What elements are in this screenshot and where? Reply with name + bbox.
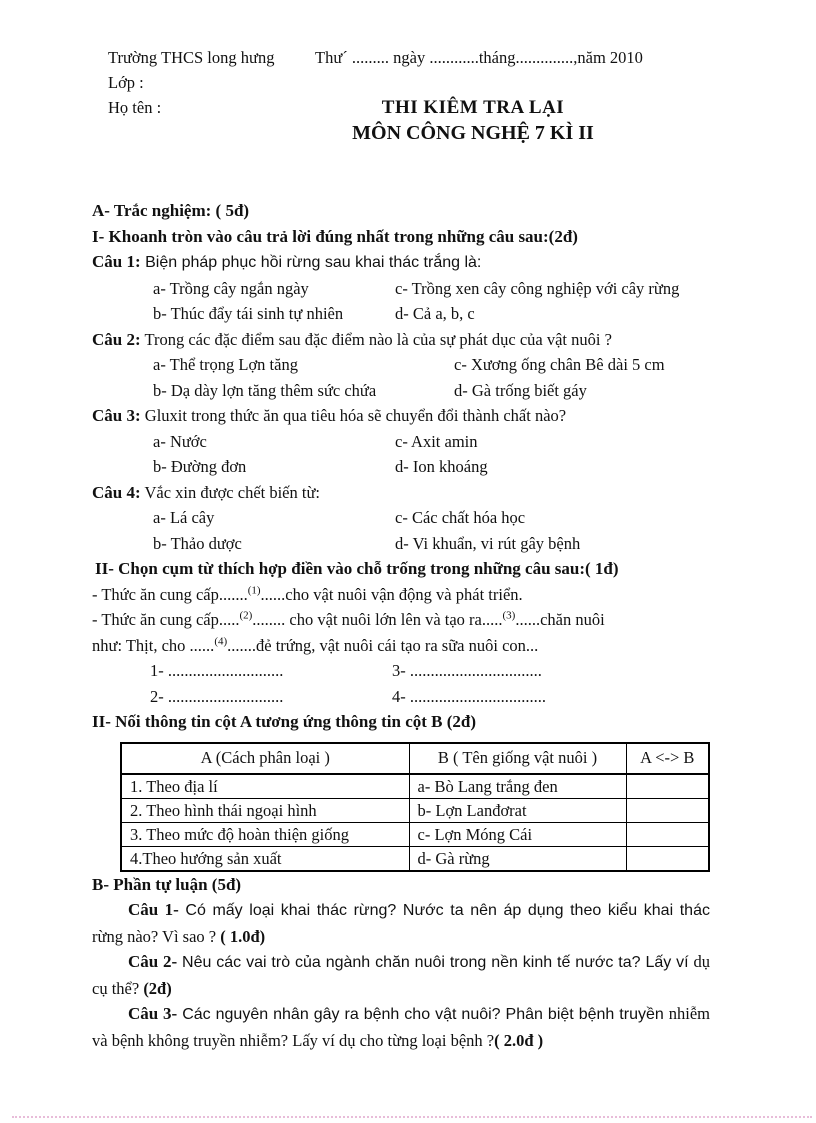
fill-3-sup: (4) bbox=[214, 635, 228, 647]
question-2-text: Trong các đặc điểm sau đặc điểm nào là của sự phát dục của vật nuôi ? bbox=[140, 329, 612, 349]
cell-a2: 2. Theo hình thái ngoại hình bbox=[121, 798, 409, 822]
essay-question-3 bbox=[92, 1001, 710, 1053]
table-row bbox=[121, 822, 709, 846]
exam-title: THI KIÊM TRA LẠI bbox=[381, 97, 565, 118]
fill-3-post: .......đẻ trứng, vật nuôi cái tạo ra sữa nuôi con... bbox=[227, 635, 539, 655]
name-label: Họ tên : bbox=[108, 98, 162, 117]
essay-1-label: Câu 1- bbox=[128, 900, 179, 919]
option-1a: a- Trồng cây ngắn ngày bbox=[153, 278, 309, 298]
table-row bbox=[121, 846, 709, 871]
table-row bbox=[121, 798, 709, 822]
cell-b3: c- Lợn Móng Cái bbox=[409, 822, 626, 846]
school-name: Trường THCS long hưng bbox=[108, 48, 275, 67]
answer-blanks-row-1 bbox=[150, 658, 710, 684]
question-4-text: Vắc xin được chết biến từ: bbox=[140, 482, 320, 502]
option-3b: b- Đường đơn bbox=[153, 457, 247, 476]
date-line: Thư´ ......... ngày ............tháng..............,năm 2010 bbox=[315, 48, 643, 67]
exam-body bbox=[92, 198, 710, 1053]
cell-b1: a- Bò Lang trắng đen bbox=[409, 774, 626, 799]
fill-1-pre: - Thức ăn cung cấp....... bbox=[92, 584, 248, 604]
option-1c: c- Trồng xen cây công nghiệp với cây rừng bbox=[395, 278, 680, 298]
cell-a4: 4.Theo hướng sản xuất bbox=[121, 846, 409, 871]
answer-blanks-row-2 bbox=[150, 684, 710, 710]
essay-3-text1: Các nguyên nhân gây ra bệnh cho vật nuôi? Phân biệt bệnh truyền bbox=[177, 1006, 669, 1023]
question-4 bbox=[92, 480, 710, 506]
essay-2-points: (2đ) bbox=[143, 978, 172, 998]
option-2d: d- Gà trống biết gáy bbox=[454, 380, 587, 400]
option-4d: d- Vi khuẩn, vi rút gây bệnh bbox=[395, 533, 581, 553]
option-1d: d- Cả a, b, c bbox=[395, 304, 475, 323]
answer-blank-1: 1- ............................ bbox=[150, 661, 284, 680]
fill-2-pre: - Thức ăn cung cấp..... bbox=[92, 610, 240, 629]
option-1b: b- Thúc đẩy tái sinh tự nhiên bbox=[153, 304, 344, 323]
question-2-label: Câu 2: bbox=[92, 329, 141, 349]
question-4-options-row-1 bbox=[153, 505, 710, 531]
part3-heading: II- Nối thông tin cột A tương ứng thông tin cột B (2đ) bbox=[92, 712, 477, 731]
cell-a1: 1. Theo địa lí bbox=[121, 774, 409, 799]
cell-ab3 bbox=[626, 822, 709, 846]
fill-2-sup1: (2) bbox=[239, 609, 253, 622]
question-2 bbox=[92, 327, 710, 353]
question-1 bbox=[92, 249, 710, 276]
option-4b: b- Thảo dược bbox=[153, 533, 242, 553]
exam-subtitle: MÔN CÔNG NGHỆ 7 KÌ II bbox=[352, 122, 594, 144]
answer-blank-3: 3- ................................ bbox=[392, 661, 542, 680]
fill-2-mid: ........ cho vật nuôi lớn lên và tạo ra..... bbox=[252, 610, 503, 629]
question-2-options-row-2 bbox=[153, 378, 710, 404]
question-1-options-row-1 bbox=[153, 276, 710, 302]
cell-b2: b- Lợn Lanđơrat bbox=[409, 798, 626, 822]
question-1-text: Biện pháp phục hồi rừng sau khai thác trắng là: bbox=[140, 254, 482, 271]
matching-table bbox=[120, 742, 710, 872]
essay-2-text2: dụ cụ thể? bbox=[92, 952, 710, 998]
page-header bbox=[92, 45, 710, 146]
col-header-b: B ( Tên giống vật nuôi ) bbox=[409, 743, 626, 774]
question-1-options-row-2 bbox=[153, 301, 710, 327]
question-3-options-row-1 bbox=[153, 429, 710, 455]
section-b-heading: B- Phần tự luận (5đ) bbox=[92, 874, 242, 894]
table-row bbox=[121, 774, 709, 799]
question-3-options-row-2 bbox=[153, 454, 710, 480]
answer-blank-2: 2- ............................ bbox=[150, 686, 284, 706]
fill-line-3 bbox=[92, 633, 710, 659]
essay-1-points: ( 1.0đ) bbox=[220, 926, 266, 946]
option-2a: a- Thể trọng Lợn tăng bbox=[153, 355, 298, 374]
fill-line-2 bbox=[92, 607, 710, 633]
part1-heading: I- Khoanh tròn vào câu trả lời đúng nhất trong những câu sau:(2đ) bbox=[92, 226, 578, 246]
part2-heading: II- Chọn cụm từ thích hợp điền vào chỗ trống trong những câu sau:( 1đ) bbox=[95, 559, 619, 578]
answer-blank-4: 4- ................................. bbox=[392, 686, 546, 706]
fill-line-1 bbox=[92, 582, 710, 608]
exam-title-block bbox=[308, 95, 638, 146]
essay-3-label: Câu 3- bbox=[128, 1004, 178, 1023]
essay-1-text1: Có mấy loại khai thác rừng? Nước ta nên áp dụng theo kiểu khai thác bbox=[178, 902, 710, 919]
section-a-heading: A- Trắc nghiệm: ( 5đ) bbox=[92, 201, 250, 220]
cell-ab1 bbox=[626, 774, 709, 799]
col-header-a: A (Cách phân loại ) bbox=[121, 743, 409, 774]
question-4-options-row-2 bbox=[153, 531, 710, 557]
class-label: Lớp : bbox=[108, 73, 144, 92]
fill-1-post: ......cho vật nuôi vận động và phát triển. bbox=[260, 584, 523, 604]
fill-1-sup: (1) bbox=[247, 584, 261, 596]
question-4-label: Câu 4: bbox=[92, 482, 141, 502]
table-header-row bbox=[121, 743, 709, 774]
option-4c: c- Các chất hóa học bbox=[395, 508, 526, 527]
cell-b4: d- Gà rừng bbox=[409, 846, 626, 871]
col-header-ab: A <-> B bbox=[626, 743, 709, 774]
essay-3-text2: nhiễm và bệnh không truyền nhiễm? Lấy ví dụ cho từng loại bệnh ? bbox=[92, 1004, 711, 1050]
question-1-label: Câu 1: bbox=[92, 252, 141, 271]
question-3-label: Câu 3: bbox=[92, 406, 141, 425]
option-4a: a- Lá cây bbox=[153, 508, 215, 527]
option-3c: c- Axit amin bbox=[395, 431, 478, 451]
question-3 bbox=[92, 403, 710, 429]
fill-2-sup2: (3) bbox=[502, 609, 516, 622]
page-bottom-dotted-rule bbox=[12, 1116, 812, 1118]
cell-a3: 3. Theo mức độ hoàn thiện giống bbox=[121, 822, 409, 846]
cell-ab2 bbox=[626, 798, 709, 822]
essay-question-1 bbox=[92, 897, 710, 949]
option-2c: c- Xương ống chân Bê dài 5 cm bbox=[454, 355, 665, 374]
option-3d: d- Ion khoáng bbox=[395, 457, 488, 476]
essay-2-label: Câu 2- bbox=[128, 952, 178, 971]
question-3-text: Gluxit trong thức ăn qua tiêu hóa sẽ chuyển đổi thành chất nào? bbox=[140, 406, 567, 425]
question-2-options-row-1 bbox=[153, 352, 710, 378]
fill-3-pre: như: Thịt, cho ...... bbox=[92, 635, 215, 655]
essay-1-text2: rừng nào? Vì sao ? bbox=[92, 926, 221, 946]
essay-2-text1: Nêu các vai trò của ngành chăn nuôi trong nền kinh tế nước ta? Lấy ví bbox=[177, 954, 694, 971]
essay-3-points: ( 2.0đ ) bbox=[494, 1030, 544, 1050]
cell-ab4 bbox=[626, 846, 709, 871]
option-2b: b- Dạ dày lợn tăng thêm sức chứa bbox=[153, 380, 377, 400]
fill-2-post: ......chăn nuôi bbox=[515, 610, 605, 629]
essay-question-2 bbox=[92, 949, 710, 1001]
option-3a: a- Nước bbox=[153, 431, 207, 451]
